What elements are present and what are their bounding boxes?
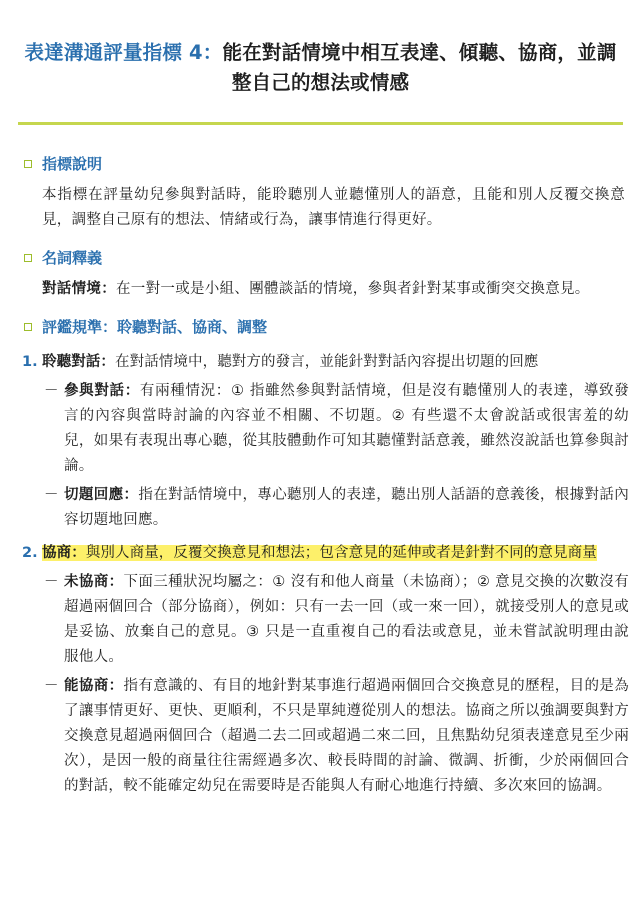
item-term-highlighted: 協商： xyxy=(42,545,86,561)
indicator-text: 本指標在評量幼兒參與對話時，能聆聽別人並聽懂別人的語意，且能和別人反覆交換意見，調整自己原有的想法、情緒或行為，讓事情進行得更好。 xyxy=(42,187,625,228)
sub-item-term: 切題回應： xyxy=(64,487,139,503)
sub-item xyxy=(44,674,629,799)
terms-heading: 名詞釋義 xyxy=(42,249,103,267)
dash-bullet: － xyxy=(44,574,59,590)
sub-item-body xyxy=(64,379,629,479)
item-text-highlighted: 與別人商量，反覆交換意見和想法；包含意見的延伸或者是針對不同的意見商量 xyxy=(85,545,597,561)
criteria-section xyxy=(0,316,641,799)
term-label: 對話情境： xyxy=(42,281,116,297)
section-heading xyxy=(24,316,641,338)
sub-item-term: 能協商： xyxy=(64,678,124,694)
term-text: 在一對一或是小組、團體談話的情境，參與者針對某事或衝突交換意見。 xyxy=(116,281,590,297)
sub-item-body xyxy=(64,674,629,799)
section-heading xyxy=(24,247,641,269)
sub-item xyxy=(44,379,629,479)
dash-bullet: － xyxy=(44,678,59,694)
page-title xyxy=(24,38,617,98)
indicator-heading: 指標說明 xyxy=(42,155,103,173)
indicator-section xyxy=(0,153,641,233)
item-term: 聆聽對話： xyxy=(42,354,115,370)
dash-bullet: － xyxy=(44,487,59,503)
sub-item-body xyxy=(64,570,629,670)
title-text: 能在對話情境中相互表達、傾聽、協商，並調整自己的想法或情感 xyxy=(222,41,617,94)
sub-item-text: 指有意識的、有目的地針對某事進行超過兩個回合交換意見的歷程，目的是為了讓事情更好、更快、更順利，不只是單純遵從別人的想法。協商之所以強調要與對方交換意見超過兩個回合（超過二去二回或超過二來二回，且焦點幼兒須表達意見至少兩次），是因一般的商量往往需經過多次、較長時間的討論、微調、折衝，少於兩個回合的對話，較不能確定幼兒在需要時是否能與人有耐心地進行持續、多次來回的協調。 xyxy=(64,678,629,794)
item-number: 1. xyxy=(22,354,38,370)
item-body xyxy=(42,541,629,566)
term-definition xyxy=(42,277,625,302)
header-divider xyxy=(18,122,623,125)
sub-item-term: 未協商： xyxy=(64,574,124,590)
criteria-item xyxy=(22,350,629,375)
sub-item xyxy=(44,483,629,533)
item-body xyxy=(42,350,629,375)
sub-item-text: 指在對話情境中，專心聽別人的表達，聽出別人話語的意義後，根據對話內容切題地回應。 xyxy=(64,487,629,528)
square-bullet-icon xyxy=(24,254,32,262)
sub-item xyxy=(44,570,629,670)
item-number: 2. xyxy=(22,545,38,561)
title-label: 表達溝通評量指標 4： xyxy=(24,41,223,64)
criteria-heading: 評鑑規準：聆聽對話、協商、調整 xyxy=(42,318,268,336)
sub-item-text: 有兩種情況：① 指雖然參與對話情境，但是沒有聽懂別人的表達，導致發言的內容與當時討論的內容並不相關、不切題。② 有些還不太會說話或很害羞的幼兒，如果有表現出專心聽，從其肢體動作可知其聽懂對話意義，雖然沒說話也算參與討論。 xyxy=(64,383,629,474)
sub-item-text: 下面三種狀況均屬之：① 沒有和他人商量（未協商）；② 意見交換的次數沒有超過兩個回合（部分協商），例如：只有一去一回（或一來一回），就接受別人的意見或是妥協、放棄自己的意見。③ 只是一直重複自己的看法或意見，並未嘗試說明理由說服他人。 xyxy=(64,574,629,665)
item-text: 在對話情境中，聽對方的發言，並能針對對話內容提出切題的回應 xyxy=(115,354,539,370)
section-heading xyxy=(24,153,641,175)
terms-section xyxy=(0,247,641,302)
criteria-item xyxy=(22,541,629,566)
dash-bullet: － xyxy=(44,383,59,399)
square-bullet-icon xyxy=(24,323,32,331)
sub-item-body xyxy=(64,483,629,533)
square-bullet-icon xyxy=(24,160,32,168)
page-header xyxy=(0,0,641,98)
sub-item-term: 參與對話： xyxy=(64,383,140,399)
